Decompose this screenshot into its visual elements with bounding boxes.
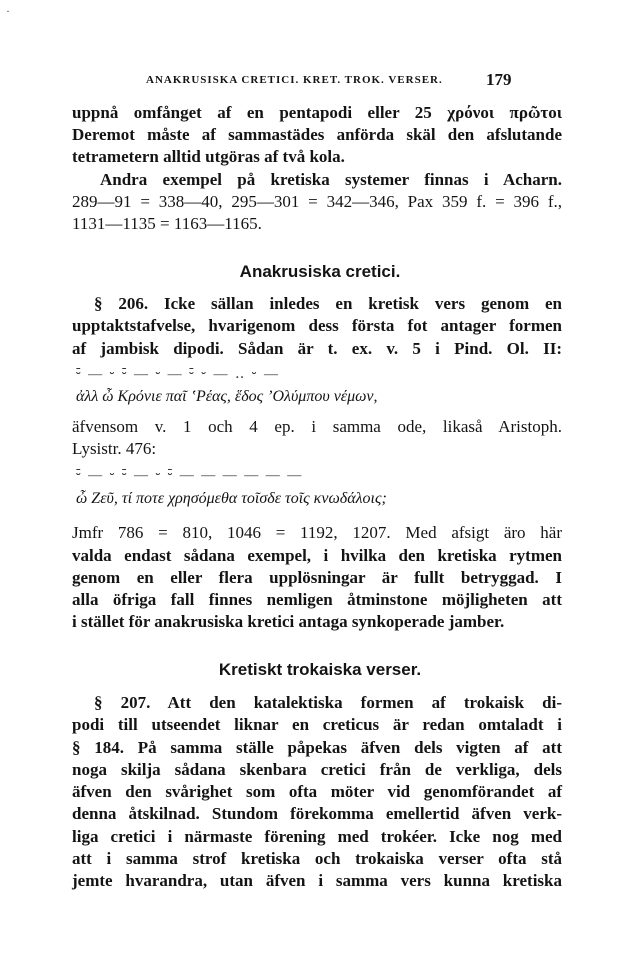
text-line: jemte hvarandra, utan äfven i samma vers kunna kretiska [72,871,562,890]
section-heading: Kretiskt trokaiska verser. [218,660,422,679]
text-line: 289—91 = 338—40, 295—301 = 342—346, Pax 359 f. = 396 f., [72,192,562,211]
text-line: § 206. Icke sällan inledes en kretisk vers genom en [94,294,562,313]
text-line: liga cretici i närmaste förening med trokéer. Icke nog med [72,827,562,846]
text-line: podi till utseendet liknar en creticus är redan omtaladt i [72,715,562,734]
page-number: 179 [486,70,512,89]
text-line: att i samma strof kretiska och trokaiska verser ofta stå [72,849,562,868]
text-line: denna åtskilnad. Stundom förekomma emellertid äfven verk- [72,804,562,823]
text-line: § 207. Att den katalektiska formen af trokaisk di- [94,693,562,712]
metrical-scheme: ⏑̄ — ⏑ ⏑̄ — ⏑ — ⏑̄ ⏑ — ‥ ⏑ — [76,367,280,382]
text-line: i stället för anakrusiska kretici antaga synkoperade jamber. [72,612,505,631]
text-line: tetrametern alltid utgöras af två kola. [72,147,345,166]
text-line: af jambisk dipodi. Sådan är t. ex. v. 5 i Pind. Ol. II: [72,339,562,358]
text-line: alla öfriga fall finnes nemligen åtminstone möjligheten att [72,590,562,609]
text-line: valda endast sådana exempel, i hvilka den kretiska rytmen [72,546,562,565]
text-line: äfven den svårighet som ofta möter vid genomförandet af [72,782,562,801]
greek-verse: ἀλλ ὦ Κρόνιε παῖ ʽΡέας, ἕδος ʼΟλύμπου νέμων, [76,388,378,405]
text-line: Deremot måste af sammastädes anförda skäl den afslutande [72,125,562,144]
text-line: genom en eller flera upplösningar är fullt betryggad. I [72,568,562,587]
text-line: Lysistr. 476: [72,439,157,458]
text-line: äfvensom v. 1 och 4 ep. i samma ode, likaså Aristoph. [72,417,562,436]
text-line: 1131—1135 = 1163—1165. [72,214,262,233]
text-line: noga skilja sådana skenbara cretici från de verkliga, dels [72,760,562,779]
running-head: ANAKRUSISKA CRETICI. KRET. TROK. VERSER. [146,74,443,86]
text-line: upptaktstafvelse, hvarigenom dess första fot antager formen [72,316,562,335]
section-heading: Anakrusiska cretici. [239,262,401,281]
corner-mark: · [6,4,10,18]
text-line: Jmfr 786 = 810, 1046 = 1192, 1207. Med afsigt äro här [72,523,562,542]
text-line: uppnå omfånget af en pentapodi eller 25 χρόνοι πρῶτοι [72,103,562,122]
text-line: § 184. På samma ställe påpekas äfven dels vigten af att [72,738,562,757]
metrical-scheme: ⏑̄ — ⏑ ⏑̄ — ⏑ ⏑̄ — — — — — — [76,468,304,483]
text-line: Andra exempel på kretiska systemer finnas i Acharn. [100,170,562,189]
greek-verse: ὦ Ζεῦ, τί ποτε χρησόμεθα τοῖσδε τοῖς κνωδάλοις; [76,490,387,507]
